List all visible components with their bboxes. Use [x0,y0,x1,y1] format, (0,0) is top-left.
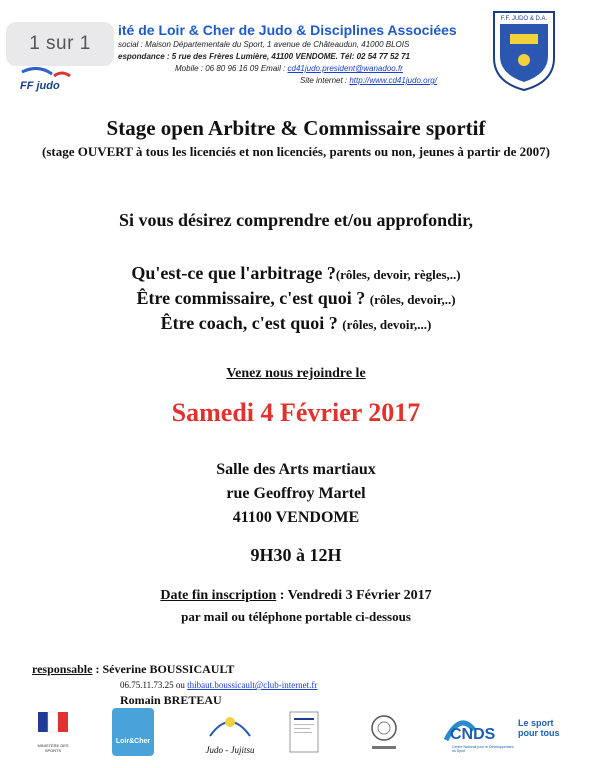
event-time: 9H30 à 12H [250,545,342,565]
site-link[interactable]: http://www.cd41judo.org/ [349,76,437,85]
question-1 [0,263,592,284]
ligue-logo [190,708,270,756]
ministry-logo [30,708,76,760]
contact-mode: par mail ou téléphone portable ci-dessous [181,609,411,624]
question-1-main: Qu'est-ce que l'arbitrage ? [131,263,336,283]
loir-cher-label: Loir&Cher [115,738,151,745]
page-indicator: 1 sur 1 [6,22,114,66]
question-2-detail: (rôles, devoir,..) [369,292,456,307]
responsible-phone: 06.75.11.73.25 ou [120,680,188,690]
federation-crest [490,10,558,92]
crest-text: F.F. JUDO & D.A. [500,16,548,22]
responsible-contact [120,680,317,690]
seat-address: social : Maison Départementale du Sport, 1 avenue de Châteaudun, 41000 BLOIS [118,40,410,49]
document-badge-icon [288,710,320,754]
site-line [300,76,437,85]
responsible-email-link[interactable]: thibaut.boussicault@club-internet.fr [187,680,318,690]
question-3-main: Être coach, c'est quoi ? [160,313,343,333]
responsible-label: responsable [32,662,93,676]
subtitle: (stage OUVERT à tous les licenciés et non licenciés, parents ou non, jeunes à partir de 2007) [42,144,550,159]
deadline-label: Date fin inscription [160,588,277,603]
mobile-label: Mobile : 06 80 96 16 09 Email : [175,64,288,73]
cnds-subtitle: Centre National pour le Développement du Sport [452,745,514,753]
question-1-detail: (rôles, devoir, règles,..) [335,267,461,282]
question-3 [0,313,592,334]
ffjudo-logo-text: FF judo [20,80,60,92]
venue-line-2: rue Geoffroy Martel [226,485,366,502]
question-2-main: Être commissaire, c'est quoi ? [136,288,370,308]
second-responsible: Romain BRETEAU [120,693,222,707]
site-label: Site internet : [300,76,350,85]
responsible-line [32,662,234,677]
cnds-label: CNDS [450,726,496,743]
intro-text: Si vous désirez comprendre et/ou approfondir, [118,210,474,230]
page-title: Stage open Arbitre & Commissaire sportif [106,116,486,140]
olympic-committee-icon [364,710,404,756]
ligue-emblem-icon [190,708,270,740]
mobile-email-line [175,64,403,73]
venue-line-3: 41100 VENDOME [232,509,360,526]
join-text: Venez nous rejoindre le [226,366,366,381]
french-flag-icon [30,708,76,738]
ligue-label: Judo - Jujitsu [205,745,255,755]
question-2 [0,288,592,309]
event-date: Samedi 4 Février 2017 [171,398,421,427]
email-link[interactable]: cd41judo.president@wanadoo.fr [287,64,403,73]
question-3-detail: (rôles, devoir,...) [342,317,432,332]
correspondence-address: espondance : 5 rue des Frères Lumière, 41100 VENDOME. Tél: 02 54 77 52 71 [118,52,410,61]
venue-line-1: Salle des Arts martiaux [216,461,376,478]
deadline-value: : Vendredi 3 Février 2017 [276,588,432,603]
org-name: ité de Loir & Cher de Judo & Disciplines Associées [118,22,457,38]
cnds-tagline: Le sport pour tous [518,718,560,738]
cnds-logo [440,708,580,758]
ministry-label: MINISTÈRE DES SPORTS [37,743,69,753]
loir-cher-logo [112,708,154,756]
responsible-name: : Séverine BOUSSICAULT [92,662,235,676]
registration-deadline [0,588,592,604]
